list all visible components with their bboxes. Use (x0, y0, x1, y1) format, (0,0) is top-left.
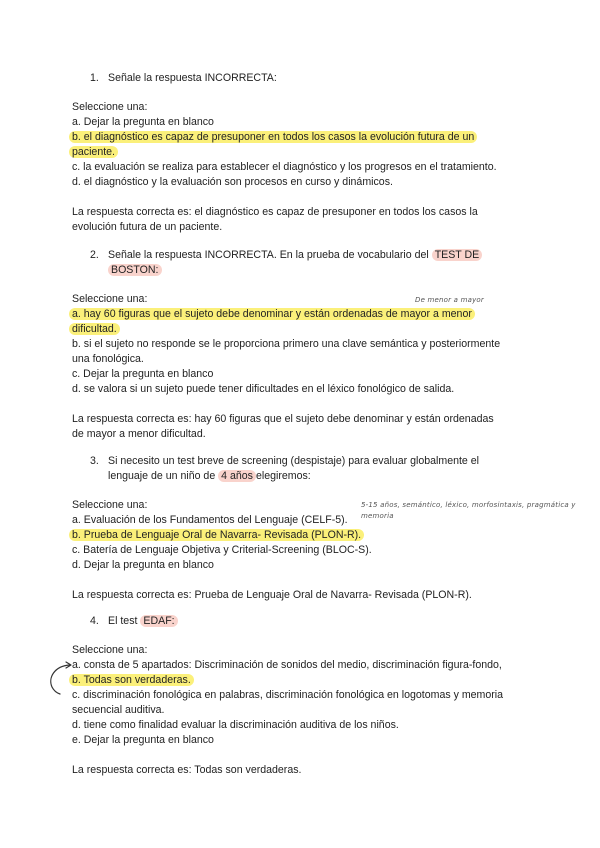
option-c: c. Dejar la pregunta en blanco (72, 368, 214, 380)
highlight-yellow: a. hay 60 figuras que el sujeto debe denominar y están ordenadas de mayor a menor dificultad. (69, 308, 475, 335)
correct-answer: La respuesta correcta es: Prueba de Lenguaje Oral de Navarra- Revisada (PLON-R). (72, 589, 472, 601)
highlight-pink: 4 años (218, 470, 256, 482)
question-4 (72, 614, 532, 778)
highlight-yellow: b. Todas son verdaderas. (69, 674, 194, 686)
question-2-title (72, 248, 532, 278)
question-text: El test (108, 615, 138, 627)
question-number: 3. (90, 455, 99, 467)
option-a: a. Evaluación de los Fundamentos del Lenguaje (CELF-5). (72, 514, 348, 526)
option-a-correct (72, 307, 532, 337)
highlight-pink: BOSTON: (108, 264, 162, 276)
correct-answer: La respuesta correcta es: Todas son verdaderas. (72, 764, 302, 776)
option-a: a. consta de 5 apartados: Discriminación de sonidos del medio, discriminación figura-fondo, (72, 659, 502, 671)
select-label: Seleccione una: (72, 644, 148, 656)
question-1-title (72, 71, 532, 86)
question-text: Señale la respuesta INCORRECTA: (108, 72, 277, 84)
correct-answer: La respuesta correcta es: el diagnóstico es capaz de presuponer en todos los casos la evolución futura de un paciente. (72, 206, 478, 233)
question-4-title (72, 614, 532, 629)
option-d: d. Dejar la pregunta en blanco (72, 559, 214, 571)
question-3 (72, 454, 532, 603)
select-label: Seleccione una: (72, 101, 148, 113)
option-d: d. el diagnóstico y la evaluación son procesos en curso y dinámicos. (72, 176, 393, 188)
question-text: Señale la respuesta INCORRECTA. En la prueba de vocabulario del (108, 249, 429, 261)
question-number: 1. (90, 72, 99, 84)
option-b-correct (72, 528, 532, 543)
option-d: d. se valora si un sujeto puede tener dificultades en el léxico fonológico de salida. (72, 383, 455, 395)
handwritten-note: De menor a mayor (415, 296, 484, 304)
option-c: c. discriminación fonológica en palabras, discriminación fonológica en logotomas y memoria secuencial auditiva. (72, 689, 504, 716)
option-b-correct (72, 130, 532, 160)
option-b: b. si el sujeto no responde se le proporciona primero una clave semántica y posteriormente una fonológica. (72, 338, 501, 365)
question-2 (72, 248, 532, 442)
select-label: Seleccione una: (72, 499, 148, 511)
question-number: 4. (90, 615, 99, 627)
question-number: 2. (90, 249, 99, 261)
highlight-yellow: b. Prueba de Lenguaje Oral de Navarra- Revisada (PLON-R). (69, 529, 364, 541)
option-d: d. tiene como finalidad evaluar la discriminación auditiva de los niños. (72, 719, 399, 731)
highlight-pink: EDAF: (140, 615, 177, 627)
option-e: e. Dejar la pregunta en blanco (72, 734, 214, 746)
option-a: a. Dejar la pregunta en blanco (72, 116, 214, 128)
highlight-pink: TEST DE (432, 249, 483, 261)
question-3-title: 3. Si necesito un test breve de screening (despistaje) para evaluar globalmente el lenguaje de un niño de 4 años elegiremos: (90, 455, 479, 482)
option-c: c. la evaluación se realiza para establecer el diagnóstico y los progresos en el tratamiento. (72, 161, 497, 173)
highlight-yellow: b. el diagnóstico es capaz de presuponer en todos los casos la evolución futura de un paciente. (69, 131, 477, 158)
option-b-correct (72, 673, 532, 688)
question-1 (72, 71, 532, 235)
handwritten-note: 5-15 años, semántico, léxico, morfosintaxis, pragmática y memoria (361, 501, 576, 520)
option-c: c. Batería de Lenguaje Objetiva y Criterial-Screening (BLOC-S). (72, 544, 372, 556)
correct-answer: La respuesta correcta es: hay 60 figuras que el sujeto debe denominar y están ordenadas de mayor a menor dificultad. (72, 413, 494, 440)
curved-arrow-icon (44, 660, 74, 698)
question-text: Si necesito un test breve de screening (despistaje) para evaluar globalmente el (108, 455, 479, 467)
select-label: Seleccione una: (72, 293, 148, 305)
